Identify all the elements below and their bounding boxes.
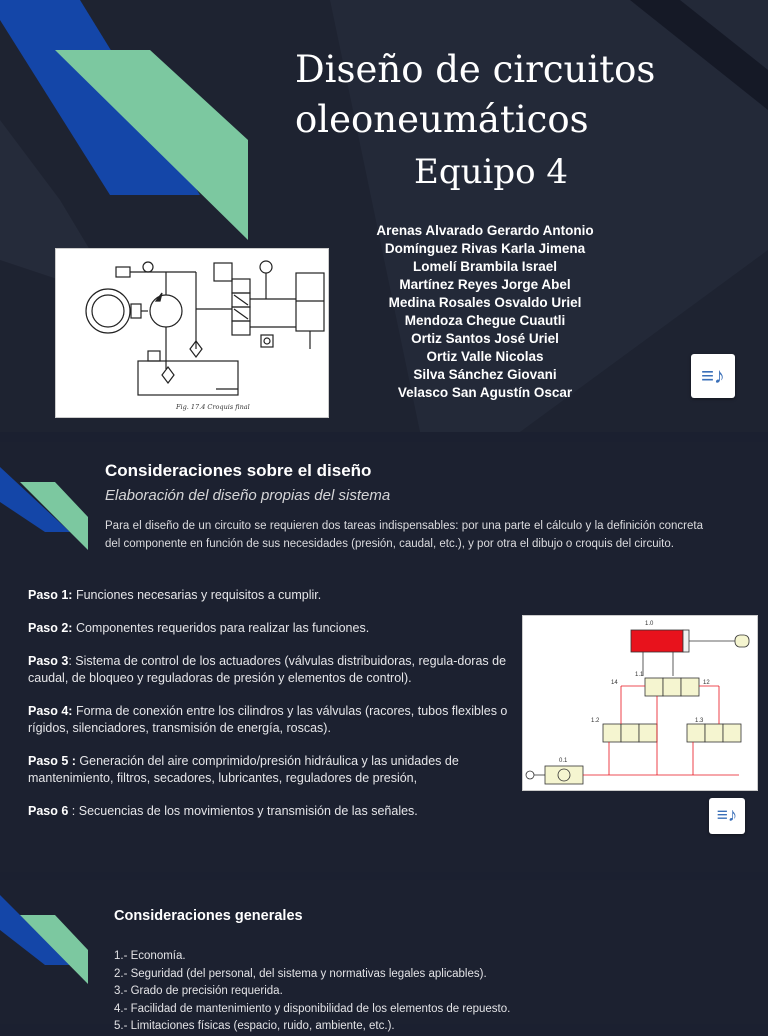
step-text: Forma de conexión entre los cilindros y las válvulas (racores, tubos flexibles o rígidos, silenciadores, transmisión de energía, roscas). bbox=[28, 704, 508, 735]
team-name: Equipo 4 bbox=[414, 152, 569, 192]
general-considerations-slide bbox=[0, 880, 768, 1032]
slide-title bbox=[295, 45, 655, 145]
component-label: 1.3 bbox=[695, 718, 704, 724]
step-label: Paso 6 bbox=[28, 804, 69, 818]
step-item bbox=[28, 803, 510, 820]
member-name: Domínguez Rivas Karla Jimena bbox=[384, 241, 586, 256]
pneumatic-circuit-drawing bbox=[523, 616, 757, 790]
member-name: Martínez Reyes Jorge Abel bbox=[399, 277, 571, 292]
figure-caption: Fig. 17.4 Croquis final bbox=[176, 403, 250, 411]
list-item: 2.- Seguridad (del personal, del sistema y normativas legales aplicables). bbox=[114, 967, 487, 980]
title-line-2: oleoneumáticos bbox=[295, 98, 589, 141]
step-item bbox=[28, 653, 510, 687]
member-name: Arenas Alvarado Gerardo Antonio bbox=[376, 223, 594, 238]
step-item bbox=[28, 703, 510, 737]
section-subheading: Elaboración del diseño propias del sistema bbox=[105, 487, 391, 504]
considerations-list bbox=[114, 948, 714, 1036]
member-name: Mendoza Chegue Cuautli bbox=[404, 313, 566, 328]
list-item: 5.- Limitaciones físicas (espacio, ruido, ambiente, etc.). bbox=[114, 1020, 395, 1032]
step-text: Componentes requeridos para realizar las funciones. bbox=[72, 621, 370, 635]
step-text: : Secuencias de los movimientos y transmisión de las señales. bbox=[68, 804, 418, 818]
step-label: Paso 2: bbox=[28, 621, 73, 635]
decorative-shapes bbox=[0, 880, 120, 990]
hydraulic-sketch-figure bbox=[55, 248, 329, 418]
step-label: Paso 1: bbox=[28, 588, 73, 602]
list-item: 3.- Grado de precisión requerida. bbox=[114, 985, 283, 997]
component-label: 1.2 bbox=[591, 718, 600, 724]
step-label: Paso 3 bbox=[28, 654, 69, 668]
step-label: Paso 5 : bbox=[28, 754, 76, 768]
section-heading: Consideraciones sobre el diseño bbox=[105, 461, 372, 480]
step-label: Paso 4: bbox=[28, 704, 73, 718]
step-item bbox=[28, 620, 510, 637]
list-item: 4.- Facilidad de mantenimiento y disponibilidad de los elementos de repuesto. bbox=[114, 1002, 511, 1015]
audio-button[interactable] bbox=[709, 798, 745, 834]
member-name: Silva Sánchez Giovani bbox=[413, 367, 557, 382]
member-name: Velasco San Agustín Oscar bbox=[397, 385, 573, 400]
decorative-shapes bbox=[0, 442, 120, 562]
section-heading: Consideraciones generales bbox=[114, 908, 303, 924]
port-label: 14 bbox=[611, 680, 618, 686]
audio-button[interactable] bbox=[691, 354, 735, 398]
title-line-1: Diseño de circuitos bbox=[295, 48, 656, 91]
music-list-icon: ≡♪ bbox=[716, 805, 738, 826]
intro-paragraph: Para el diseño de un circuito se requieren dos tareas indispensables: por una parte el cálculo y la definición concreta del componente en función de sus necesidades (presión, caudal, etc.), y por otra el dibujo o croquis del circuito. bbox=[105, 520, 703, 550]
design-considerations-slide bbox=[0, 442, 768, 872]
component-label: 1.1 bbox=[635, 672, 644, 678]
component-label: 0.1 bbox=[559, 758, 568, 764]
music-list-icon: ≡♪ bbox=[701, 363, 725, 388]
member-name: Medina Rosales Osvaldo Uriel bbox=[388, 295, 582, 310]
list-item: 1.- Economía. bbox=[114, 950, 186, 962]
member-name: Ortiz Santos José Uriel bbox=[411, 331, 559, 346]
step-text: Funciones necesarias y requisitos a cumplir. bbox=[72, 588, 322, 602]
step-item bbox=[28, 587, 510, 604]
port-label: 12 bbox=[703, 680, 710, 686]
hydraulic-sketch-drawing bbox=[56, 249, 328, 417]
member-name: Ortiz Valle Nicolas bbox=[426, 349, 544, 364]
member-list bbox=[340, 222, 630, 402]
step-text: Generación del aire comprimido/presión hidráulica y las unidades de mantenimiento, filtros, secadores, lubricantes, reguladores de presión, bbox=[28, 754, 459, 785]
member-name: Lomelí Brambila Israel bbox=[412, 259, 558, 274]
steps-list bbox=[28, 587, 510, 836]
step-text: : Sistema de control de los actuadores (válvulas distribuidoras, regula-doras de caudal, de bloqueo y reguladoras de presión y elementos de control). bbox=[28, 654, 507, 685]
pneumatic-circuit-figure bbox=[522, 615, 758, 791]
title-slide bbox=[0, 0, 768, 432]
step-item bbox=[28, 753, 510, 787]
component-label: 1.0 bbox=[645, 621, 654, 627]
